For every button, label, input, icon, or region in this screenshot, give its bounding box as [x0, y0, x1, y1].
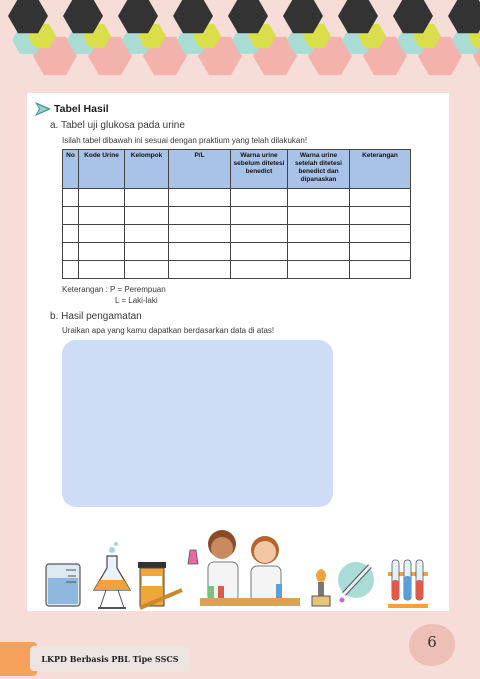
specimen-jar-icon — [138, 562, 182, 608]
flask-stand-icon — [94, 542, 130, 608]
header-no: No — [63, 150, 79, 189]
table-cell[interactable] — [350, 243, 411, 261]
table-cell[interactable] — [288, 243, 350, 261]
header-warna-setelah: Warna urine setelah ditetesi benedict dan dipanaskan — [288, 150, 350, 189]
header-pl: P/L — [169, 150, 231, 189]
keterangan-line-2: L = Laki-laki — [115, 296, 158, 305]
table-cell[interactable] — [79, 207, 125, 225]
scientists-icon — [188, 530, 300, 606]
table-cell[interactable] — [63, 207, 79, 225]
table-row — [63, 225, 411, 243]
table-cell[interactable] — [288, 225, 350, 243]
keterangan-line-1: Keterangan : P = Perempuan — [62, 285, 166, 294]
table-cell[interactable] — [288, 207, 350, 225]
table-body — [63, 189, 411, 279]
header-keterangan: Keterangan — [350, 150, 411, 189]
beaker-icon — [46, 564, 80, 606]
table-row — [63, 261, 411, 279]
table-cell[interactable] — [63, 189, 79, 207]
test-tube-rack-icon — [388, 560, 428, 608]
table-cell[interactable] — [288, 189, 350, 207]
subsection-b-title: b. Hasil pengamatan — [50, 311, 142, 322]
table-cell[interactable] — [231, 225, 288, 243]
lab-illustration — [40, 520, 440, 610]
footer-label: LKPD Berbasis PBL Tipe SSCS — [30, 646, 190, 671]
dropper-icon — [338, 562, 374, 603]
hexagon-pattern-banner — [0, 0, 480, 84]
arrow-bullet-icon — [34, 101, 52, 117]
table-cell[interactable] — [231, 189, 288, 207]
instruction-a: Isilah tabel dibawah ini sesuai dengan praktium yang telah dilakukan! — [62, 136, 308, 145]
table-cell[interactable] — [231, 261, 288, 279]
table-cell[interactable] — [350, 207, 411, 225]
page-number: 6 — [427, 633, 437, 651]
table-cell[interactable] — [169, 207, 231, 225]
table-cell[interactable] — [169, 189, 231, 207]
table-cell[interactable] — [169, 261, 231, 279]
header-kelompok: Kelompok — [125, 150, 169, 189]
table-cell[interactable] — [79, 225, 125, 243]
table-cell[interactable] — [125, 225, 169, 243]
table-cell[interactable] — [125, 189, 169, 207]
table-cell[interactable] — [350, 225, 411, 243]
table-cell[interactable] — [79, 261, 125, 279]
table-row — [63, 207, 411, 225]
table-cell[interactable] — [169, 243, 231, 261]
header-kode-urine: Kode Urine — [79, 150, 125, 189]
burner-icon — [312, 569, 330, 606]
subsection-a-title: a. Tabel uji glukosa pada urine — [50, 120, 185, 131]
table-cell[interactable] — [63, 261, 79, 279]
section-header — [34, 101, 109, 117]
header-warna-sebelum: Warna urine sebelum ditetesi benedict — [231, 150, 288, 189]
table-cell[interactable] — [169, 225, 231, 243]
table-cell[interactable] — [350, 261, 411, 279]
table-cell[interactable] — [125, 261, 169, 279]
table-cell[interactable] — [63, 243, 79, 261]
table-cell[interactable] — [125, 243, 169, 261]
table-cell[interactable] — [350, 189, 411, 207]
table-cell[interactable] — [231, 207, 288, 225]
table-cell[interactable] — [79, 189, 125, 207]
table-cell[interactable] — [288, 261, 350, 279]
table-cell[interactable] — [231, 243, 288, 261]
section-title: Tabel Hasil — [54, 103, 109, 115]
table-cell[interactable] — [79, 243, 125, 261]
instruction-b: Uraikan apa yang kamu dapatkan berdasarkan data di atas! — [62, 326, 275, 335]
table-cell[interactable] — [125, 207, 169, 225]
table-header-row — [63, 150, 411, 189]
glucose-result-table — [62, 149, 411, 279]
table-row — [63, 243, 411, 261]
answer-box[interactable] — [62, 340, 333, 507]
table-cell[interactable] — [63, 225, 79, 243]
table-row — [63, 189, 411, 207]
